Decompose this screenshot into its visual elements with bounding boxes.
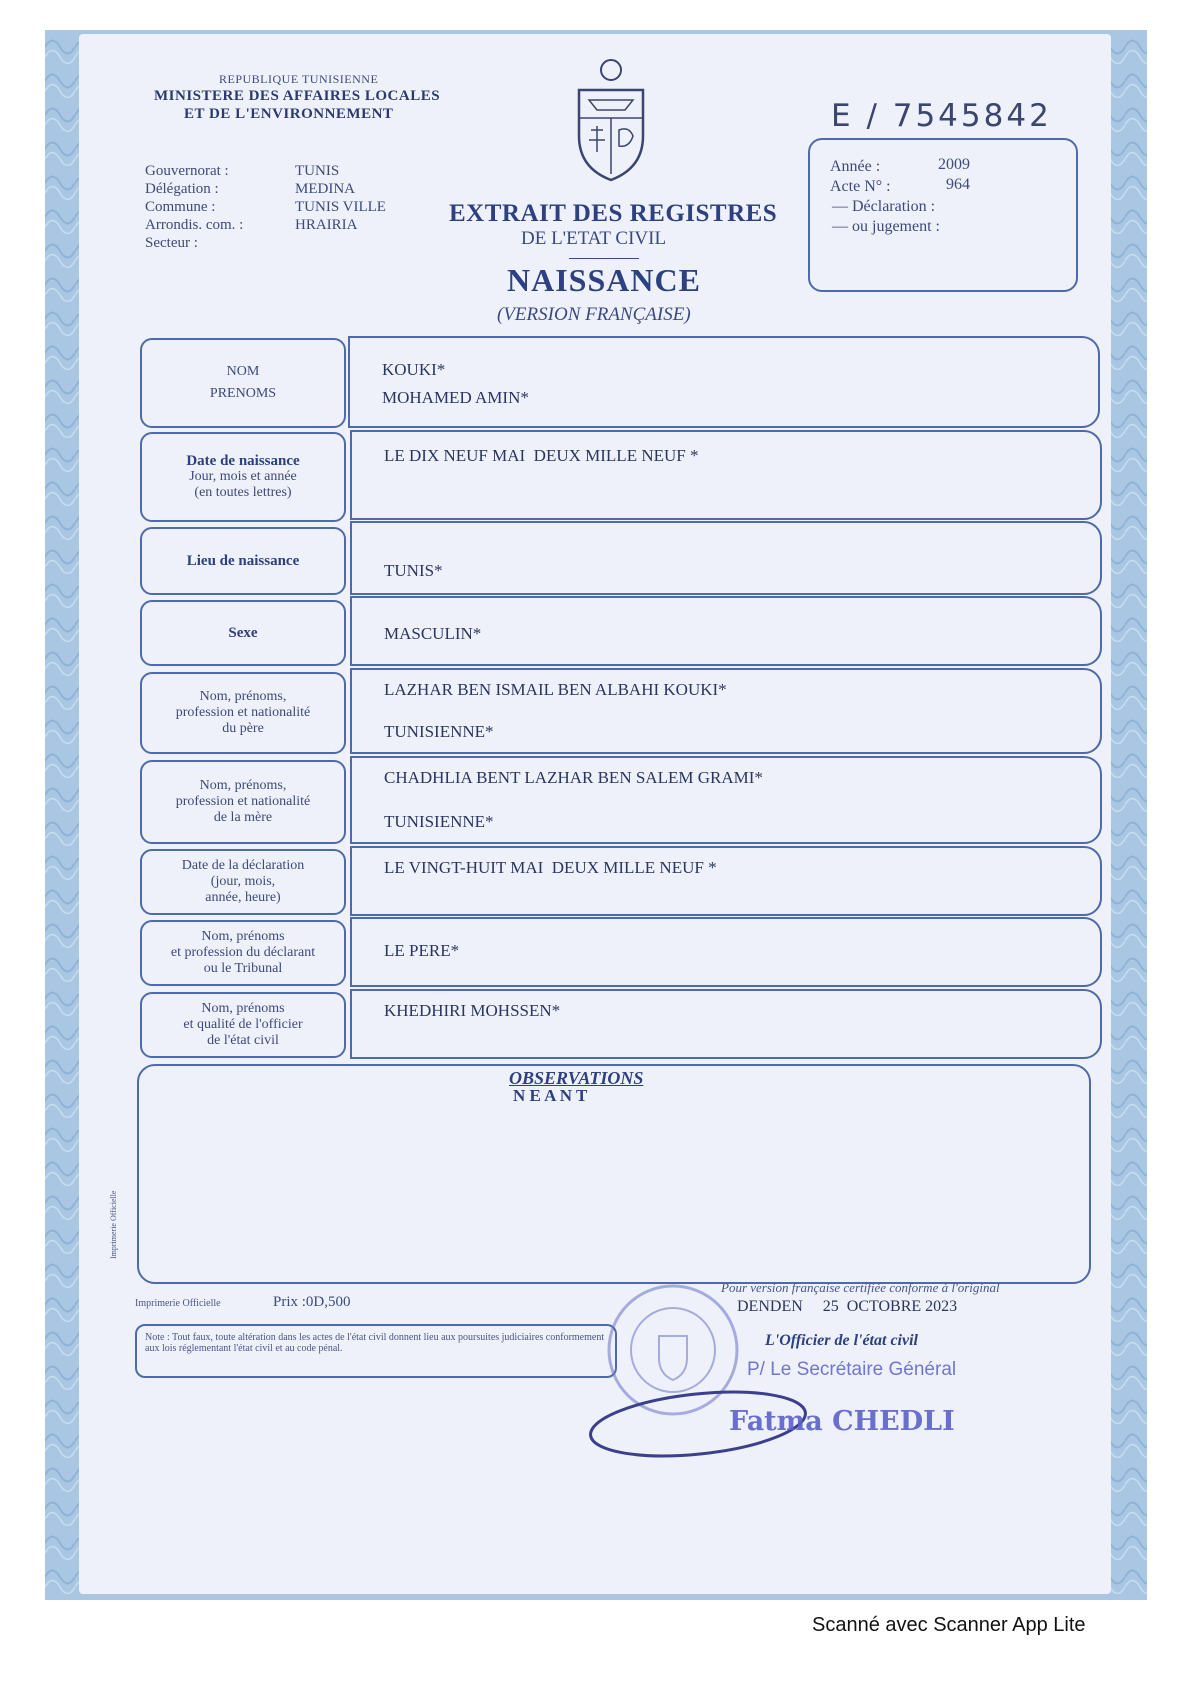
row-value-sexe [350,596,1102,666]
annee-label: Année : [830,158,881,175]
document-title: EXTRAIT DES REGISTRES [449,200,778,227]
label-line: profession et nationalité [175,794,311,809]
value-line: MASCULIN* [384,624,482,643]
admin-value: TUNIS VILLE [295,199,386,215]
row-value-nom [348,336,1100,428]
registration-box [808,138,1078,292]
row-label-declarant [140,920,346,986]
value-line: KOUKI* [382,360,446,379]
admin-label: Gouvernorat : [145,163,229,179]
scanned-document [45,30,1147,1600]
row-label-date-declaration [140,849,346,915]
declaration-label: — Déclaration : [832,198,936,215]
row-value-lieu-naissance [350,521,1102,595]
row-value-officier [350,989,1102,1059]
place-date: DENDEN 25 OCTOBRE 2023 [737,1298,958,1315]
certified-note: Pour version française certifiée conforme à l'original [721,1280,1000,1295]
coat-of-arms-icon [563,56,659,186]
scanner-caption: Scanné avec Scanner App Lite [812,1614,1086,1636]
title-underline [569,258,639,259]
label-line: (en toutes lettres) [194,485,292,500]
label-line: PRENOMS [209,386,277,401]
price: Prix :0D,500 [273,1294,351,1310]
label-line: et profession du déclarant [170,945,316,960]
row-label-sexe [140,600,346,666]
label-line: de l'état civil [207,1033,279,1048]
admin-label: Secteur : [145,235,198,251]
legal-note: Note : Tout faux, toute altération dans les actes de l'état civil donnent lieu aux poursuites judiciaires conformement aux lois réglementant l'état civil et au code pénal. [145,1332,605,1354]
version-note: (VERSION FRANÇAISE) [497,304,691,325]
admin-value: HRAIRIA [295,217,358,233]
document-sheet [79,34,1111,1594]
label-line: et qualité de l'officier [183,1017,303,1032]
admin-values [295,162,386,234]
printer-name: Imprimerie Officielle [135,1298,221,1309]
value-line: MOHAMED AMIN* [382,388,529,407]
admin-value: TUNIS [295,163,340,179]
value-line: CHADHLIA BENT LAZHAR BEN SALEM GRAMI* [384,768,763,787]
jugement-label: — ou jugement : [832,218,940,235]
label-line: Nom, prénoms [201,1001,285,1016]
row-label-officier [140,992,346,1058]
observations-box [137,1064,1091,1284]
label-line: année, heure) [205,890,281,905]
label-line: de la mère [213,810,273,825]
value-line: LAZHAR BEN ISMAIL BEN ALBAHI KOUKI* [384,680,727,699]
value-line: LE VINGT-HUIT MAI DEUX MILLE NEUF * [384,858,717,877]
serial-number: E / 7545842 [831,98,1052,134]
admin-label: Arrondis. com. : [145,217,244,233]
label-line: (jour, mois, [210,874,276,889]
certificate-type: NAISSANCE [507,262,701,298]
row-label-pere [140,672,346,754]
acte-label: Acte N° : [830,178,891,195]
row-label-date-naissance [140,432,346,522]
signature-name: Fatma CHEDLI [729,1406,955,1437]
admin-value: MEDINA [295,181,355,197]
legal-note-box [135,1324,617,1378]
row-value-mere [350,756,1102,844]
row-label-lieu-naissance [140,527,346,595]
value-line: TUNISIENNE* [384,812,494,831]
label-line: profession et nationalité [175,705,311,720]
value-line: LE PERE* [384,941,460,960]
document-subtitle: DE L'ETAT CIVIL [521,228,667,249]
row-value-date-naissance [350,430,1102,520]
officer-title: L'Officier de l'état civil [765,1332,918,1349]
row-label-mere [140,760,346,844]
row-value-date-declaration [350,846,1102,916]
label-line: Jour, mois et année [189,469,297,484]
observations-title: OBSERVATIONS [509,1068,644,1088]
label-line: Nom, prénoms, [199,689,287,704]
value-line: KHEDHIRI MOHSSEN* [384,1001,561,1020]
row-label-nom [140,338,346,428]
label-line: Date de naissance [186,453,300,469]
label-line: Nom, prénoms, [199,778,287,793]
label-line: Sexe [228,625,258,641]
label-line: Lieu de naissance [186,553,300,569]
row-value-pere [350,668,1102,754]
value-line: TUNISIENNE* [384,722,494,741]
label-line: NOM [226,364,260,379]
row-value-declarant [350,917,1102,987]
admin-label: Délégation : [145,181,219,197]
ministry-line-1: MINISTERE DES AFFAIRES LOCALES [154,88,441,104]
label-line: ou le Tribunal [203,961,283,976]
value-line: LE DIX NEUF MAI DEUX MILLE NEUF * [384,446,699,465]
acte-value: 964 [946,176,970,193]
ministry-line-2: ET DE L'ENVIRONNEMENT [184,106,394,122]
label-line: Date de la déclaration [181,858,305,873]
admin-labels [145,162,243,252]
annee-value: 2009 [938,156,970,173]
republic-line: REPUBLIQUE TUNISIENNE [219,72,379,86]
secretary-stamp: P/ Le Secrétaire Général [747,1359,957,1380]
label-line: du père [222,721,264,736]
observations-value: N E A N T [513,1086,588,1105]
side-printer-mark: Imprimerie Officielle [109,1190,118,1259]
value-line: TUNIS* [384,561,443,580]
admin-label: Commune : [145,199,216,215]
label-line: Nom, prénoms [201,929,285,944]
